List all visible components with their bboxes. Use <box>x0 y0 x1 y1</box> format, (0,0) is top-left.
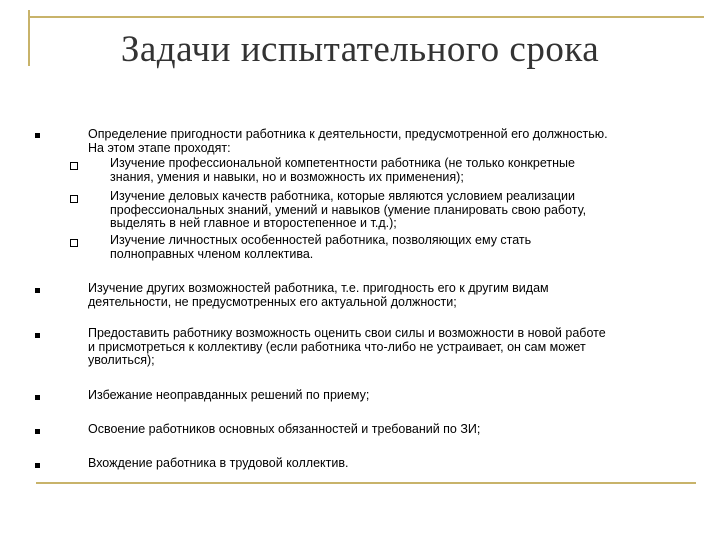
list-item-line: Изучение других возможностей работника, т.е. пригодность его к другим видам <box>88 281 549 295</box>
bullet-square-icon <box>35 288 40 293</box>
list-item <box>88 423 700 437</box>
decorative-top-line <box>28 16 704 18</box>
bullet-square-icon <box>35 133 40 138</box>
list-item-line: Освоение работников основных обязанностей и требований по ЗИ; <box>88 422 481 436</box>
list-item-line: и присмотреться к коллективу (если работника что-либо не устраивает, он сам может <box>88 339 586 354</box>
sub-list-item <box>110 157 700 184</box>
sub-list-item-line: выделять в ней главное и второстепенное и т.д.); <box>110 216 397 230</box>
bullet-hollow-square-icon <box>70 239 78 247</box>
sub-list-item <box>110 190 700 231</box>
bullet-hollow-square-icon <box>70 195 78 203</box>
bullet-square-icon <box>35 333 40 338</box>
slide-title: Задачи испытательного срока <box>120 29 600 70</box>
list-item-line: Предоставить работнику возможность оценить свои силы и возможности в новой работе <box>88 326 606 340</box>
list-item <box>88 282 700 309</box>
list-item-line: На этом этапе проходят: <box>88 140 231 155</box>
bullet-square-icon <box>35 395 40 400</box>
bullet-hollow-square-icon <box>70 162 78 170</box>
list-item <box>88 389 700 403</box>
sub-list-item-line: Изучение деловых качеств работника, которые являются условием реализации <box>110 189 576 203</box>
list-item <box>88 327 700 368</box>
bullet-square-icon <box>35 463 40 468</box>
sub-list-item-line: профессиональных знаний, умений и навыков (умение планировать свою работу, <box>110 202 587 217</box>
bullet-square-icon <box>35 429 40 434</box>
sub-list-item-line: Изучение профессиональной компетентности работника (не только конкретные <box>110 156 575 170</box>
list-item <box>88 457 700 471</box>
list-item-line: Вхождение работника в трудовой коллектив. <box>88 456 349 470</box>
decorative-bottom-line <box>36 482 696 484</box>
list-item-line: уволиться); <box>88 353 155 367</box>
list-item-line: Определение пригодности работника к деятельности, предусмотренной его должностью. <box>88 127 608 141</box>
list-item-line: деятельности, не предусмотренных его актуальной должности; <box>88 294 457 309</box>
sub-list-item <box>110 234 700 261</box>
sub-list-item-line: знания, умения и навыки, но и возможность их применения); <box>110 169 464 184</box>
sub-list-item-line: Изучение личностных особенностей работника, позволяющих ему стать <box>110 233 532 247</box>
sub-list-item-line: полноправных членом коллектива. <box>110 246 314 261</box>
list-item <box>88 128 700 155</box>
list-item-line: Избежание неоправданных решений по приему; <box>88 388 370 402</box>
